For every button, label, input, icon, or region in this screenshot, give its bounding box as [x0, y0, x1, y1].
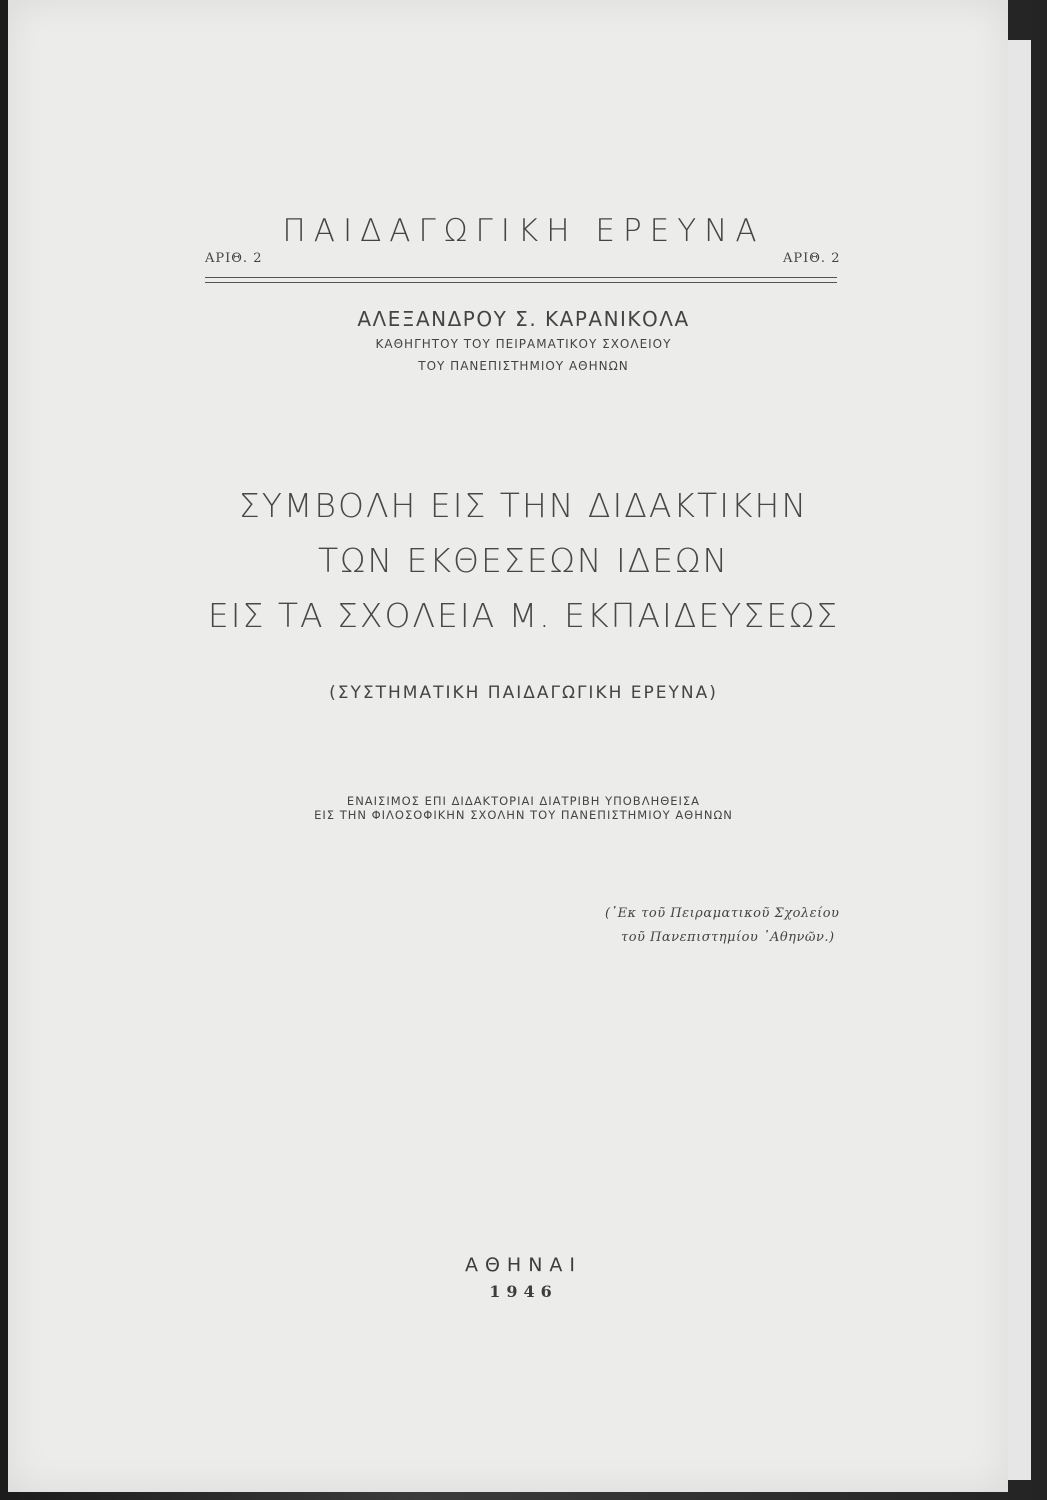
- subtitle: (ΣΥΣΤΗΜΑΤΙΚΗ ΠΑΙΔΑΓΩΓΙΚΗ ΕΡΕΥΝΑ): [329, 683, 718, 703]
- double-rule-bottom: [205, 282, 837, 283]
- imprint-city: ΑΘΗΝΑΙ: [464, 1254, 583, 1276]
- series-number-left: ΑΡΙΘ. 2: [205, 251, 263, 266]
- source-note-line1: (᾿Εκ τοῦ Πειραματικοῦ Σχολείου: [605, 906, 840, 921]
- author-affiliation-line1: ΚΑΘΗΓΗΤΟΥ ΤΟΥ ΠΕΙΡΑΜΑΤΙΚΟΥ ΣΧΟΛΕΙΟΥ: [375, 337, 672, 351]
- thesis-line1: ΕΝΑΙΣΙΜΟΣ ΕΠΙ ΔΙΔΑΚΤΟΡΙΑΙ ΔΙΑΤΡΙΒΗ ΥΠΟΒΛΗΘΕΙΣΑ: [346, 794, 701, 808]
- imprint-year: 1946: [489, 1282, 558, 1301]
- title-line2: ΤΩΝ ΕΚΘΕΣΕΩΝ ΙΔΕΩΝ: [317, 541, 730, 580]
- source-note-line2: τοῦ Πανεπιστημίου ᾿Αθηνῶν.): [621, 930, 835, 945]
- double-rule-top: [205, 277, 837, 278]
- thesis-line2: ΕΙΣ ΤΗΝ ΦΙΛΟΣΟΦΙΚΗΝ ΣΧΟΛΗΝ ΤΟΥ ΠΑΝΕΠΙΣΤΗΜΙΟΥ ΑΘΗΝΩΝ: [314, 808, 733, 822]
- author-name: ΑΛΕΞΑΝΔΡΟΥ Σ. ΚΑΡΑΝΙΚΟΛΑ: [357, 307, 690, 331]
- series-number-right: ΑΡΙΘ. 2: [783, 251, 841, 266]
- title-line1: ΣΥΜΒΟΛΗ ΕΙΣ ΤΗΝ ΔΙΔΑΚΤΙΚΗΝ: [238, 486, 809, 525]
- author-affiliation-line2: ΤΟΥ ΠΑΝΕΠΙΣΤΗΜΙΟΥ ΑΘΗΝΩΝ: [418, 359, 629, 373]
- title-line3: ΕΙΣ ΤΑ ΣΧΟΛΕΙΑ Μ. ΕΚΠΑΙΔΕΥΣΕΩΣ: [207, 596, 840, 635]
- series-title: ΠΑΙΔΑΓΩΓΙΚΗ ΕΡΕΥΝΑ: [282, 213, 765, 249]
